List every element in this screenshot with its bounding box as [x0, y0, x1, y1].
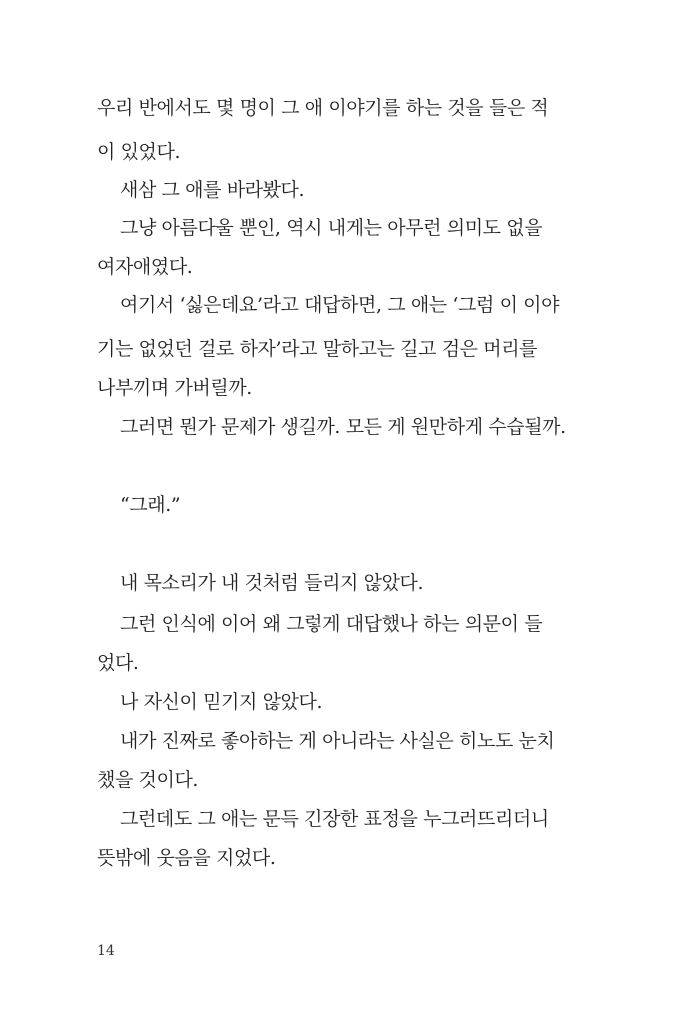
text-line: 새삼 그 애를 바라봤다. — [120, 179, 305, 201]
text-line: 그냥 아름다울 뿐인, 역시 내게는 아무런 의미도 없을 — [120, 217, 543, 239]
text-line: 여기서 ‘싫은데요’라고 대답하면, 그 애는 ‘그럼 이 이야 — [120, 294, 560, 316]
text-line: 여자애였다. — [97, 256, 193, 278]
text-line: 그러면 뭔가 문제가 생길까. 모든 게 원만하게 수습될까. — [120, 416, 566, 438]
text-line: 내 목소리가 내 것처럼 들리지 않았다. — [120, 572, 424, 594]
text-line: 나부끼며 가버릴까. — [97, 377, 252, 399]
text-line: 나 자신이 믿기지 않았다. — [120, 691, 323, 713]
text-line: 뜻밖에 웃음을 지었다. — [97, 847, 276, 869]
text-line: 기는 없었던 걸로 하자’라고 말하고는 길고 검은 머리를 — [97, 338, 538, 360]
text-line: 이 있었다. — [97, 141, 181, 163]
text-line: 챘을 것이다. — [97, 769, 199, 791]
text-line: 우리 반에서도 몇 명이 그 애 이야기를 하는 것을 들은 적 — [97, 97, 549, 119]
text-line: 었다. — [97, 652, 139, 674]
page-number: 14 — [97, 943, 115, 959]
text-line: 그런데도 그 애는 문득 긴장한 표정을 누그러뜨리더니 — [120, 808, 549, 830]
dialogue-line: “그래.” — [120, 494, 181, 516]
text-line: 그런 인식에 이어 왜 그렇게 대답했나 하는 의문이 들 — [120, 613, 543, 635]
text-line: 내가 진짜로 좋아하는 게 아니라는 사실은 히노도 눈치 — [120, 730, 555, 752]
